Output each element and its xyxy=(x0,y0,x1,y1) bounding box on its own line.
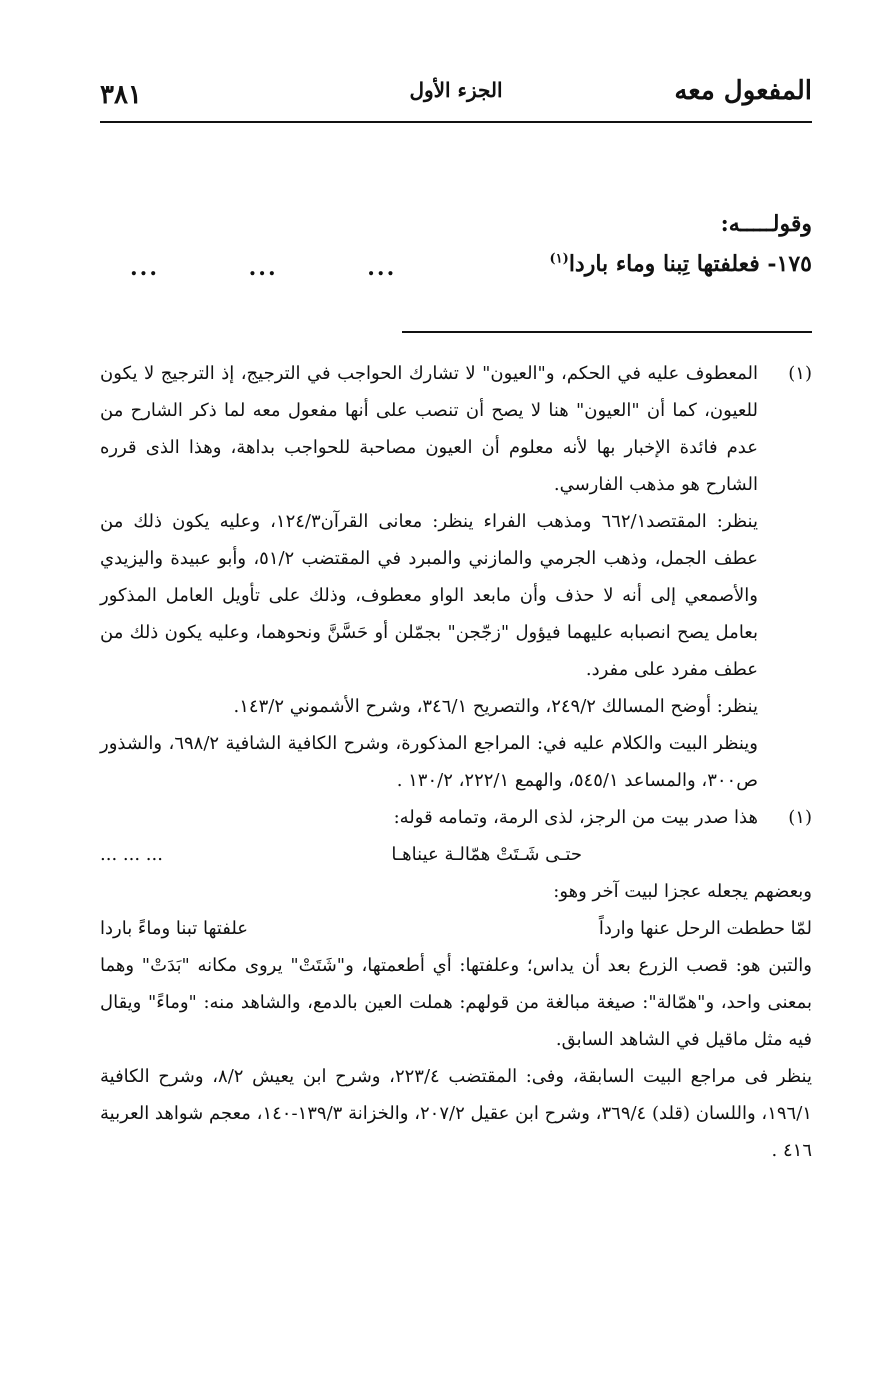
main-text xyxy=(100,205,812,1169)
header-rule xyxy=(100,121,812,123)
footnote-paragraph: والتبن هو: قصب الزرع بعد أن يداس؛ وعلفتها: أي أطعمتها، و"شَتَتْ" يروى مكانه "بَدَتْ" وهما بمعنى واحد، و"همّالة": صيغة مبالغة من قولهم: هملت العين بالدمع، والشاهد منه: "وماءً" ويقال فيه مثل ماقيل في الشاهد السابق. xyxy=(100,955,812,1050)
footnote-paragraph: المعطوف عليه في الحكم، و"العيون" لا تشارك الحواجب في الترجيج، إذ الترجيج لا يكون للعيون، كما أن "العيون" هنا لا يصح أن تنصب على أنها مفعول معه لما ذكر الشارح من عدم فائدة الإخبار بها لأنه معلوم أن العيون مصاحبة للحواجب بداهة، وهذا الذى قرره الشارح هو مذهب الفارسي. xyxy=(100,363,758,495)
footnote-paragraph: ينظر فى مراجع البيت السابقة، وفى: المقتضب ٢٢٣/٤، وشرح ابن يعيش ٨/٢، وشرح الكافية ١٩٦/١، واللسان (قلد) ٣٦٩/٤، وشرح ابن عقيل ٢٠٧/٢، والخزانة ١٣٩/٣-١٤٠، معجم شواهد العربية ٤١٦ . xyxy=(100,1066,812,1161)
verse-ellipsis: ... ... ... xyxy=(100,844,163,865)
verse-line-text xyxy=(550,251,812,277)
footnote-paragraph: ينظر: المقتصد٦٦٢/١ ومذهب الفراء ينظر: معانى القرآن١٢٤/٣، وعليه يكون ذلك من عطف الجمل، وذهب الجرمي والمازني والمبرد في المقتضب ٥١/٢، وأبو عبيدة واليزيدي والأصمعي إلى أنه لا حذف وأن مابعد الواو معطوف، وذلك على تأويل العامل المذكور بعامل يصح انصبابه عليهما فيؤول "زجّجن" بجمّلن أو حَسَّنَّ ونحوهما، وعليه يكون ذلك من عطف مفرد على مفرد. xyxy=(100,511,759,680)
page xyxy=(100,60,812,1161)
part-title: الجزء الأول xyxy=(409,78,503,102)
page-number: ٣٨١ xyxy=(100,80,142,110)
verse-hemistich-first: لمّا حططت الرحل عنها وارداً xyxy=(598,918,812,939)
verse-hemistich-second: علفتها تبنا وماءً باردا xyxy=(100,918,249,939)
footnote-ref: (١) xyxy=(549,251,569,267)
footnote-2 xyxy=(100,799,812,836)
footnote-paragraph: ينظر: أوضح المسالك ٢٤٩/٢، والتصريح ٣٤٦/١، وشرح الأشموني ١٤٣/٢. xyxy=(233,696,758,717)
footnote-mark: (١) xyxy=(788,363,812,384)
verse-ellipsis: ... ... ... xyxy=(130,255,397,281)
verse-text: فعلفتها تِبنا وماء باردا xyxy=(568,251,760,277)
poem-verse-b xyxy=(100,910,812,947)
footnote-rule xyxy=(402,331,812,333)
verse-175 xyxy=(100,251,812,291)
verse-intro: وقولـــــه: xyxy=(720,211,812,237)
footnote-paragraph: وينظر البيت والكلام عليه في: المراجع المذكورة، وشرح الكافية الشافية ٦٩٨/٢، والشذور ص٣٠٠، والمساعد ٥٤٥/١، والهمع ٢٢٢/١، ١٣٠/٢ . xyxy=(100,733,758,791)
footnote-mark: (١) xyxy=(788,807,812,828)
poem-verse-a xyxy=(100,836,812,873)
verse-hemistich: حتـى شَـتَتْ همّالـة عيناهـا xyxy=(391,844,582,865)
verse-number: ١٧٥- xyxy=(767,251,812,277)
footnotes xyxy=(100,355,812,1169)
footnote-2-continued xyxy=(100,947,812,1169)
footnote-lead: هذا صدر بيت من الرجز، لذى الرمة، وتمامه قوله: xyxy=(393,807,758,828)
chapter-title: المفعول معه xyxy=(674,76,812,106)
footnote-lead-2: وبعضهم يجعله عجزا لبيت آخر وهو: xyxy=(553,881,812,902)
page-header xyxy=(100,60,812,120)
footnote-1 xyxy=(100,355,812,799)
